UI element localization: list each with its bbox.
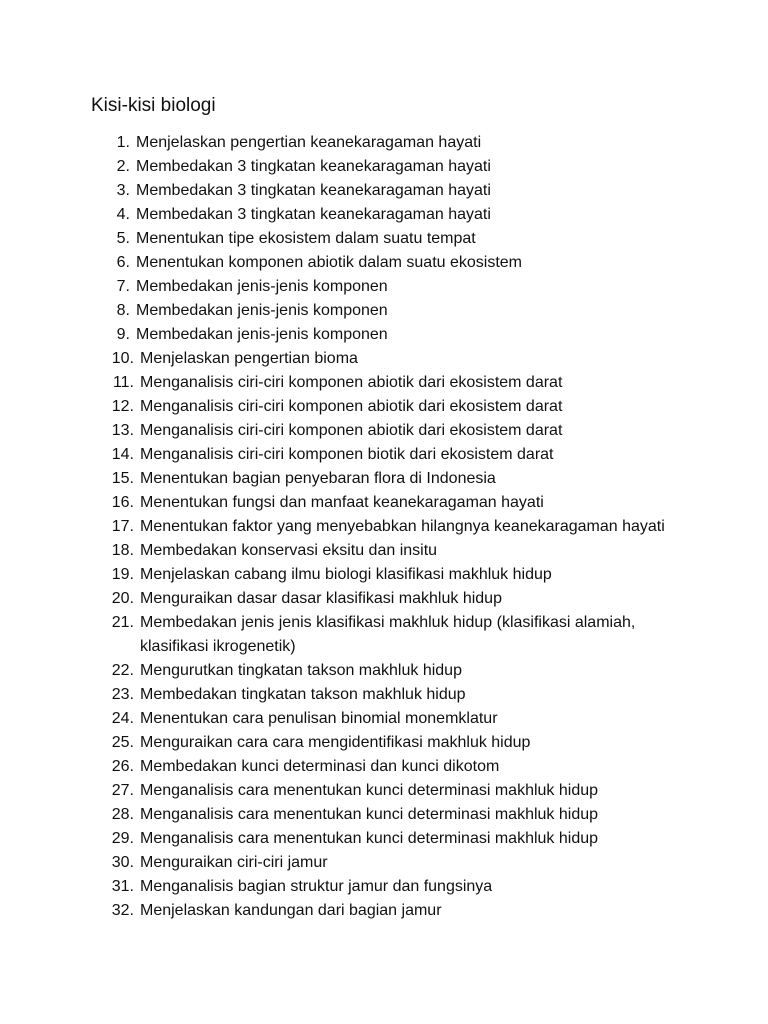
list-item	[0, 347, 768, 371]
list-item-text: Menguraikan ciri-ciri jamur	[140, 854, 328, 871]
list-item-text: Membedakan 3 tingkatan keanekaragaman hayati	[136, 158, 491, 175]
list-item-text: Membedakan konservasi eksitu dan insitu	[140, 542, 438, 559]
list-item-number: 10.	[111, 350, 134, 367]
list-item-text: Menganalisis cara menentukan kunci determinasi makhluk hidup	[140, 830, 599, 847]
list-item-text: Membedakan tingkatan takson makhluk hidup	[140, 686, 466, 703]
list-item-text: Menganalisis ciri-ciri komponen abiotik dari ekosistem darat	[140, 374, 563, 391]
list-item-text: Membedakan kunci determinasi dan kunci dikotom	[140, 758, 500, 775]
list-item-number: 25.	[111, 734, 134, 751]
list-item	[0, 251, 768, 275]
list-item-text: Menguraikan dasar dasar klasifikasi makhluk hidup	[140, 590, 502, 607]
list-item-number: 14.	[111, 446, 134, 463]
list-item-number: 27.	[111, 782, 134, 799]
list-item	[0, 515, 768, 539]
list-item-number: 5.	[116, 230, 130, 247]
list-item-text: Menentukan cara penulisan binomial monemklatur	[140, 710, 498, 727]
list-item	[0, 203, 768, 227]
list-item-text: Menganalisis cara menentukan kunci determinasi makhluk hidup	[140, 806, 599, 823]
list-item-number: 12.	[111, 398, 134, 415]
list-item	[0, 323, 768, 347]
list-item-text: Menentukan bagian penyebaran flora di Indonesia	[140, 470, 496, 487]
list-item-number: 7.	[116, 278, 130, 295]
list-item	[0, 587, 768, 611]
list-item-number: 16.	[111, 494, 134, 511]
list-item-number: 19.	[111, 566, 134, 583]
list-item-text: Menganalisis cara menentukan kunci determinasi makhluk hidup	[140, 782, 599, 799]
list-item	[0, 443, 768, 467]
list-item-number: 18.	[111, 542, 134, 559]
list-item-text: Menguraikan cara cara mengidentifikasi makhluk hidup	[140, 734, 531, 751]
list-item-text: Membedakan jenis-jenis komponen	[136, 326, 388, 343]
list-item	[0, 875, 768, 899]
list-item-number: 22.	[111, 662, 134, 679]
list-item-number: 20.	[111, 590, 134, 607]
list-item-number: 6.	[116, 254, 130, 271]
list-item	[0, 155, 768, 179]
list-item	[0, 467, 768, 491]
list-item-text: Menentukan tipe ekosistem dalam suatu tempat	[136, 230, 476, 247]
list-item	[0, 299, 768, 323]
list-item-number: 29.	[111, 830, 134, 847]
list-item	[0, 755, 768, 779]
list-item-number: 9.	[116, 326, 130, 343]
list-item-number: 15.	[111, 470, 134, 487]
list-item	[0, 227, 768, 251]
list-item	[0, 899, 768, 923]
list-item	[0, 707, 768, 731]
list-item-number: 13.	[111, 422, 134, 439]
list-item	[0, 563, 768, 587]
list-item	[0, 611, 768, 659]
list-item	[0, 371, 768, 395]
list-item-text: Menganalisis bagian struktur jamur dan fungsinya	[140, 878, 493, 895]
list-item-text: Membedakan 3 tingkatan keanekaragaman hayati	[136, 206, 491, 223]
list-item	[0, 659, 768, 683]
list-item-number: 30.	[111, 854, 134, 871]
list-item-text: Menentukan faktor yang menyebabkan hilangnya keanekaragaman hayati	[140, 518, 665, 535]
list-item-number: 28.	[111, 806, 134, 823]
list-item-text: Membedakan jenis-jenis komponen	[136, 278, 388, 295]
list-item-number: 32.	[111, 902, 134, 919]
list-item-number: 31.	[111, 878, 134, 895]
list-item-text: Membedakan jenis jenis klasifikasi makhluk hidup (klasifikasi alamiah, klasifikasi ikrogenetik)	[140, 614, 636, 655]
list-item-text: Menjelaskan pengertian bioma	[140, 350, 358, 367]
list-item-number: 17.	[111, 518, 134, 535]
list-item-number: 3.	[116, 182, 130, 199]
list-item-text: Membedakan 3 tingkatan keanekaragaman hayati	[136, 182, 491, 199]
list-item-text: Menjelaskan cabang ilmu biologi klasifikasi makhluk hidup	[140, 566, 552, 583]
list-item	[0, 803, 768, 827]
list-item-text: Mengurutkan tingkatan takson makhluk hidup	[140, 662, 462, 679]
list-item-number: 11.	[112, 374, 134, 391]
list-item-number: 1.	[116, 134, 130, 151]
list-item	[0, 419, 768, 443]
list-item-number: 8.	[116, 302, 130, 319]
objective-list	[0, 131, 768, 923]
list-item-number: 21.	[111, 614, 134, 631]
list-item-number: 24.	[111, 710, 134, 727]
list-item	[0, 851, 768, 875]
list-item-number: 23.	[111, 686, 134, 703]
list-item	[0, 539, 768, 563]
list-item-number: 4.	[116, 206, 130, 223]
list-item-text: Membedakan jenis-jenis komponen	[136, 302, 388, 319]
list-item-text: Menjelaskan pengertian keanekaragaman hayati	[136, 134, 482, 151]
list-item	[0, 827, 768, 851]
list-item	[0, 491, 768, 515]
list-item-text: Menganalisis ciri-ciri komponen abiotik dari ekosistem darat	[140, 422, 563, 439]
list-item	[0, 731, 768, 755]
list-item-text: Menganalisis ciri-ciri komponen biotik dari ekosistem darat	[140, 446, 554, 463]
document-title: Kisi-kisi biologi	[91, 95, 216, 116]
list-item	[0, 683, 768, 707]
list-item-text: Menganalisis ciri-ciri komponen abiotik dari ekosistem darat	[140, 398, 563, 415]
list-item-number: 2.	[116, 158, 130, 175]
list-item	[0, 395, 768, 419]
list-item	[0, 779, 768, 803]
list-item	[0, 275, 768, 299]
list-item	[0, 179, 768, 203]
list-item-text: Menentukan komponen abiotik dalam suatu ekosistem	[136, 254, 522, 271]
list-item-text: Menentukan fungsi dan manfaat keanekaragaman hayati	[140, 494, 544, 511]
list-item-text: Menjelaskan kandungan dari bagian jamur	[140, 902, 442, 919]
list-item-number: 26.	[111, 758, 134, 775]
list-item	[0, 131, 768, 155]
